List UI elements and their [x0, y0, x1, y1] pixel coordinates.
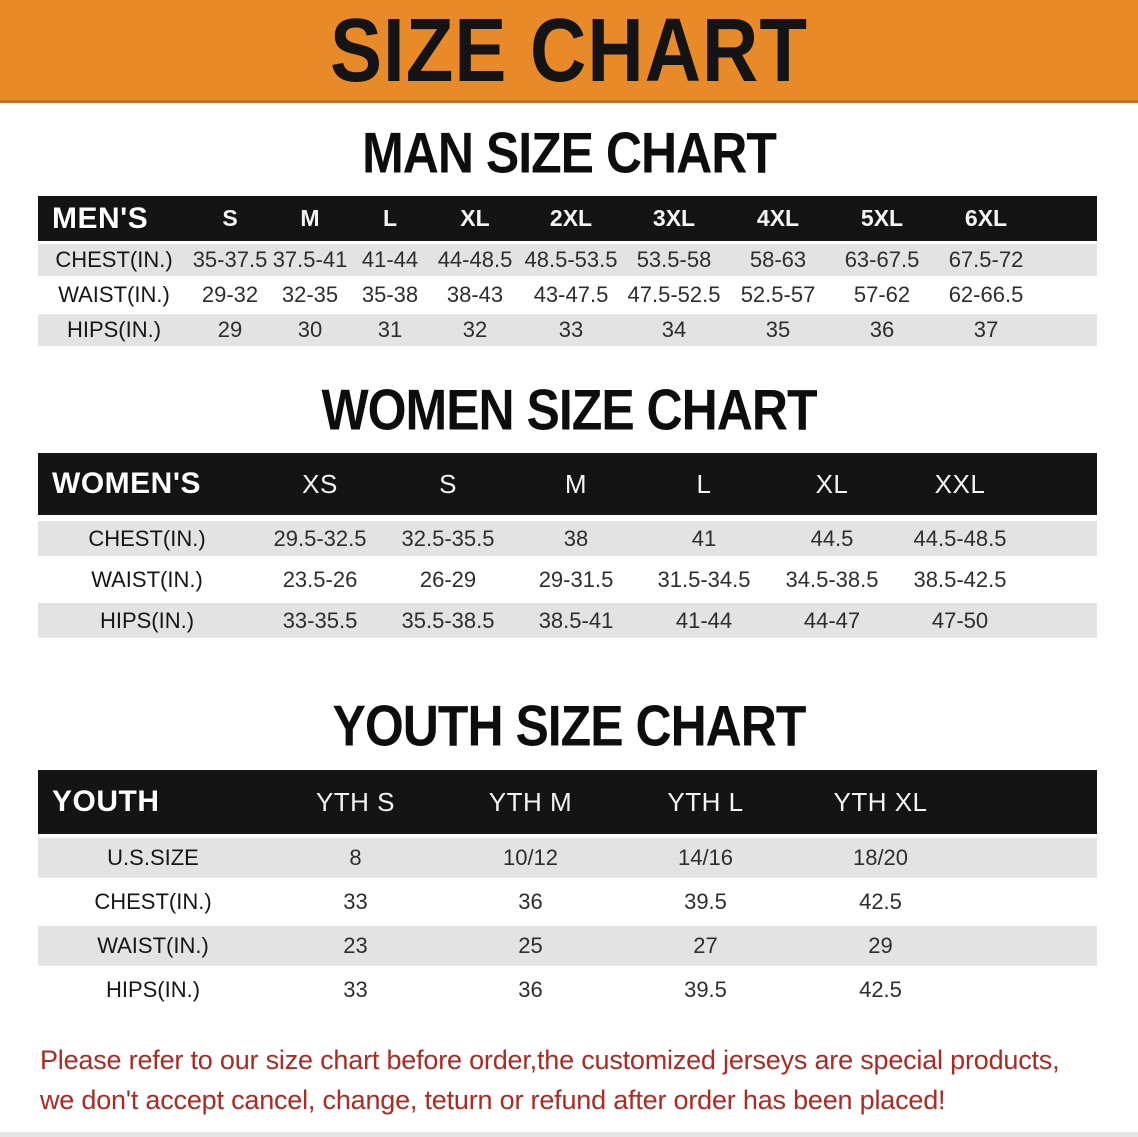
men-size-col-xl: XL [460, 205, 490, 231]
cell: 57-62 [853, 282, 911, 307]
women-size-table [38, 453, 1097, 638]
youth-size-col-xl: YTH XL [833, 786, 928, 817]
cell: 18/20 [852, 845, 909, 870]
men-group-label: MEN'S [52, 201, 149, 235]
cell: 52.5-57 [740, 282, 816, 307]
women-section-heading: WOMEN SIZE CHART [321, 377, 817, 443]
cell: 39.5 [684, 977, 727, 1002]
youth-size-table [38, 770, 1097, 1010]
row-label: WAIST(IN.) [58, 282, 170, 307]
cell: 33 [343, 977, 368, 1002]
row-label: WAIST(IN.) [97, 933, 209, 958]
men-waist-row [38, 279, 1097, 311]
disclaimer-text [40, 1040, 1138, 1120]
women-size-col-xxl: XXL [934, 468, 986, 499]
cell: 63-67.5 [844, 247, 920, 272]
cell: 38.5-41 [538, 607, 614, 633]
cell: 29.5-32.5 [273, 525, 367, 551]
cell: 23.5-26 [282, 566, 358, 592]
women-size-col-l: L [696, 468, 712, 499]
cell: 29-31.5 [538, 566, 614, 592]
bottom-divider [0, 1132, 1138, 1137]
youth-size-col-m: YTH M [488, 786, 573, 817]
cell: 34.5-38.5 [785, 566, 879, 592]
women-size-col-xl: XL [815, 468, 849, 499]
men-size-col-6xl: 6XL [964, 205, 1008, 231]
men-size-col-m: M [300, 205, 320, 231]
men-chest-row [38, 244, 1097, 276]
cell: 43-47.5 [533, 282, 609, 307]
row-label: WAIST(IN.) [91, 566, 203, 592]
cell: 41-44 [361, 247, 419, 272]
men-size-col-4xl: 4XL [756, 205, 800, 231]
youth-chest-row [38, 882, 1097, 922]
row-label: HIPS(IN.) [66, 317, 162, 342]
men-table-header-row [38, 196, 1097, 241]
row-label: CHEST(IN.) [88, 525, 206, 551]
cell: 23 [343, 933, 368, 958]
banner [0, 0, 1138, 103]
youth-waist-row [38, 926, 1097, 966]
women-table-header-row [38, 453, 1097, 515]
women-waist-row [38, 562, 1097, 597]
women-chest-row [38, 521, 1097, 556]
youth-size-col-s: YTH S [315, 786, 396, 817]
cell: 58-63 [749, 247, 807, 272]
cell: 14/16 [677, 845, 734, 870]
cell: 32 [462, 317, 488, 342]
youth-section-heading: YOUTH SIZE CHART [332, 693, 806, 759]
cell: 67.5-72 [948, 247, 1024, 272]
cell: 26-29 [419, 566, 477, 592]
youth-group-label: YOUTH [52, 785, 160, 818]
cell: 32.5-35.5 [401, 525, 495, 551]
cell: 36 [869, 317, 895, 342]
cell: 29-32 [201, 282, 259, 307]
cell: 33 [343, 889, 368, 914]
row-label: HIPS(IN.) [105, 977, 201, 1002]
row-label: CHEST(IN.) [55, 247, 173, 272]
man-section-heading: MAN SIZE CHART [362, 120, 776, 186]
women-size-col-xs: XS [302, 468, 338, 499]
cell: 8 [349, 845, 362, 870]
cell: 42.5 [859, 889, 902, 914]
women-hips-row [38, 603, 1097, 638]
men-hips-row [38, 314, 1097, 346]
cell: 38 [563, 525, 589, 551]
cell: 53.5-58 [636, 247, 712, 272]
cell: 41-44 [675, 607, 733, 633]
cell: 33 [558, 317, 584, 342]
disclaimer-line-2: we don't accept cancel, change, teturn or refund after order has been placed! [40, 1085, 946, 1115]
cell: 47-50 [931, 607, 989, 633]
cell: 30 [297, 317, 323, 342]
cell: 36 [518, 889, 543, 914]
row-label: CHEST(IN.) [94, 889, 212, 914]
cell: 39.5 [684, 889, 727, 914]
cell: 35-38 [361, 282, 419, 307]
men-size-col-5xl: 5XL [860, 205, 904, 231]
cell: 32-35 [281, 282, 339, 307]
cell: 37.5-41 [272, 247, 348, 272]
cell: 35 [765, 317, 791, 342]
cell: 44.5-48.5 [913, 525, 1007, 551]
cell: 35.5-38.5 [401, 607, 495, 633]
cell: 10/12 [502, 845, 559, 870]
cell: 48.5-53.5 [524, 247, 618, 272]
row-label: HIPS(IN.) [99, 607, 195, 633]
cell: 47.5-52.5 [627, 282, 721, 307]
cell: 31 [377, 317, 403, 342]
cell: 34 [661, 317, 687, 342]
men-size-col-2xl: 2XL [549, 205, 593, 231]
women-group-label: WOMEN'S [52, 467, 201, 500]
page-title: SIZE CHART [330, 0, 808, 101]
youth-hips-row [38, 970, 1097, 1010]
men-size-col-s: S [222, 205, 238, 231]
men-size-col-l: L [382, 205, 398, 231]
youth-table-header-row [38, 770, 1097, 834]
men-size-col-3xl: 3XL [652, 205, 696, 231]
youth-ussize-row [38, 838, 1097, 878]
women-size-col-m: M [564, 468, 588, 499]
cell: 41 [691, 525, 717, 551]
cell: 44-48.5 [437, 247, 513, 272]
cell: 44.5 [810, 525, 854, 551]
cell: 44-47 [803, 607, 861, 633]
cell: 33-35.5 [282, 607, 358, 633]
disclaimer-line-1: Please refer to our size chart before order,the customized jerseys are special products, [40, 1045, 1060, 1075]
men-size-table [38, 196, 1097, 346]
cell: 27 [693, 933, 718, 958]
cell: 38.5-42.5 [913, 566, 1007, 592]
youth-size-col-l: YTH L [667, 786, 744, 817]
cell: 38-43 [446, 282, 504, 307]
cell: 29 [217, 317, 243, 342]
cell: 25 [518, 933, 543, 958]
cell: 62-66.5 [948, 282, 1024, 307]
women-size-col-s: S [439, 468, 457, 499]
cell: 35-37.5 [192, 247, 268, 272]
cell: 31.5-34.5 [657, 566, 751, 592]
row-label: U.S.SIZE [107, 845, 199, 870]
cell: 37 [973, 317, 999, 342]
cell: 36 [518, 977, 543, 1002]
cell: 42.5 [859, 977, 902, 1002]
cell: 29 [868, 933, 893, 958]
